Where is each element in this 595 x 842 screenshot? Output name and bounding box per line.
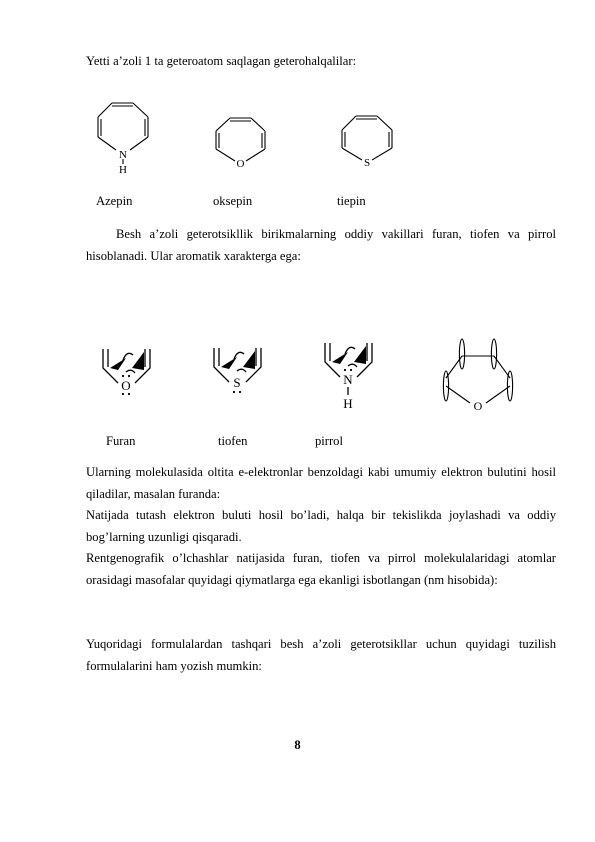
pirrol-h-atom: H bbox=[343, 396, 353, 411]
furan-o-atom: O bbox=[121, 378, 131, 393]
tiepin-s-atom: S bbox=[363, 157, 371, 169]
paragraph-electron-cloud: Ularning molekulasida oltita e-elektronlar benzoldagi kabi umumiy elektron bulutini hosil qiladilar, masalan furanda: bbox=[86, 465, 556, 501]
azepin-h-atom: H bbox=[119, 164, 127, 176]
page-number: 8 bbox=[294, 738, 301, 752]
paragraph-xray: Rentgenografik o’lchashlar natijasida furan, tiofen va pirrol molekulalaridagi atomlar orasidagi masofalar quyidagi qiymatlarga ega ekanligi isbotlangan (nm hisobida): bbox=[86, 551, 556, 587]
orbital-o-atom: O bbox=[473, 399, 483, 413]
tiofen-s-atom: S bbox=[233, 375, 241, 390]
pirrol-structure bbox=[322, 340, 376, 412]
oksepin-label: oksepin bbox=[213, 194, 253, 208]
tiofen-structure bbox=[211, 345, 265, 397]
azepin-structure bbox=[92, 98, 154, 176]
azepin-n-atom: N bbox=[119, 149, 127, 161]
oksepin-structure bbox=[212, 114, 270, 170]
furan-label: Furan bbox=[106, 434, 136, 448]
tiepin-structure bbox=[337, 112, 397, 170]
paragraph-formulas: Yuqoridagi formulalardan tashqari besh a’zoli geterotsikllar uchun quyidagi tuzilish formulalarini ham yozish mumkin: bbox=[86, 637, 556, 673]
tiepin-label: tiepin bbox=[337, 194, 366, 208]
furan-orbital-diagram bbox=[436, 334, 520, 416]
paragraph-planar-ring: Natijada tutash elektron buluti hosil bo’ladi, halqa bir tekislikda joylashadi va oddiy bog’larning uzunligi qisqaradi. bbox=[86, 508, 556, 544]
pirrol-label: pirrol bbox=[315, 434, 343, 448]
oksepin-o-atom: O bbox=[236, 158, 245, 170]
pirrol-n-atom: N bbox=[343, 372, 353, 387]
paragraph-aromatic: Besh a’zoli geterotsikllik birikmalarning oddiy vakillari furan, tiofen va pirrol hisoblanadi. Ular aromatik xarakterga ega: bbox=[86, 227, 556, 263]
tiofen-label: tiofen bbox=[218, 434, 248, 448]
intro-line: Yetti a’zoli 1 ta geteroatom saqlagan geterohalqalilar: bbox=[86, 54, 357, 68]
furan-structure bbox=[100, 346, 154, 398]
azepin-label: Azepin bbox=[96, 194, 133, 208]
